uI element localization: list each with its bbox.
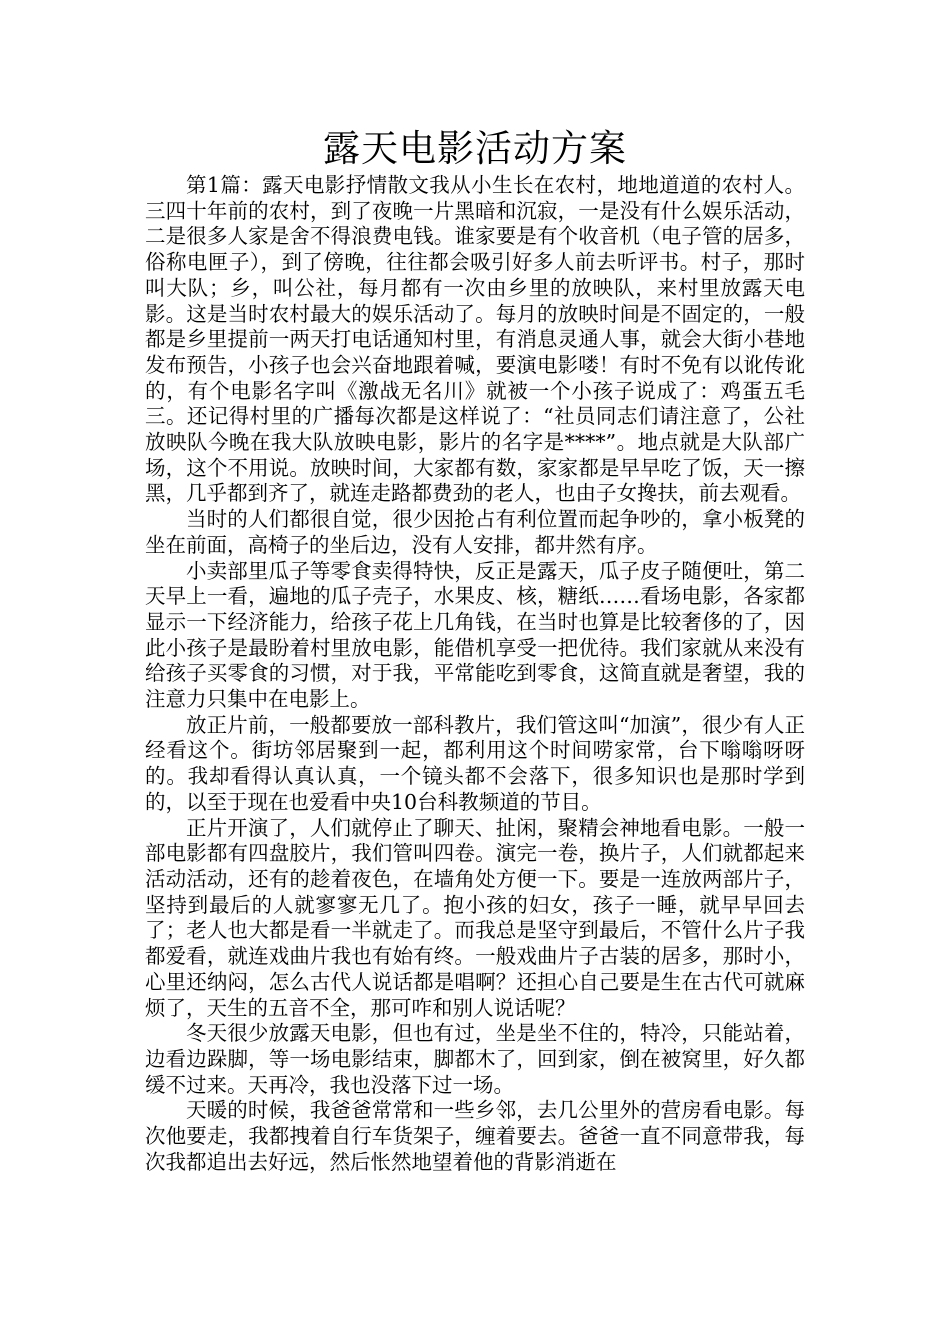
paragraph: 当时的人们都很自觉，很少因抢占有利位置而起争吵的，拿小板凳的坐在前面，高椅子的坐后边，没有人安排，都井然有序。 [145, 507, 805, 557]
paragraph: 小卖部里瓜子等零食卖得特快，反正是露天，瓜子皮子随便吐，第二天早上一看，遍地的瓜子壳子，水果皮、核，糖纸……看场电影，各家都显示一下经济能力，给孩子花上几角钱，在当时也算是比较奢侈的了，因此小孩子是最盼着村里放电影，能借机享受一把优待。我们家就从来没有给孩子买零食的习惯，对于我，平常能吃到零食，这简直就是奢望，我的注意力只集中在电影上。 [145, 558, 805, 712]
paragraph: 冬天很少放露天电影，但也有过，坐是坐不住的，特冷，只能站着，边看边跺脚，等一场电影结束，脚都木了，回到家，倒在被窝里，好久都缓不过来。天再冷，我也没落下过一场。 [145, 1021, 805, 1097]
document-body [145, 173, 805, 1175]
paragraph: 第1篇：露天电影抒情散文我从小生长在农村，地地道道的农村人。三四十年前的农村，到了夜晚一片黑暗和沉寂，一是没有什么娱乐活动，二是很多人家是舍不得浪费电钱。谁家要是有个收音机（电子管的居多，俗称电匣子），到了傍晚，往往都会吸引好多人前去听评书。村子，那时叫大队；乡，叫公社，每月都有一次由乡里的放映队，来村里放露天电影。这是当时农村最大的娱乐活动了。每月的放映时间是不固定的，一般都是乡里提前一两天打电话通知村里，有消息灵通人事，就会大街小巷地发布预告，小孩子也会兴奋地跟着喊，要演电影喽！有时不免有以讹传讹的，有个电影名字叫《激战无名川》就被一个小孩子说成了：鸡蛋五毛三。还记得村里的广播每次都是这样说了：“社员同志们请注意了，公社放映队今晚在我大队放映电影，影片的名字是****”。地点就是大队部广场，这个不用说。放映时间，大家都有数，家家都是早早吃了饭，天一擦黑，几乎都到齐了，就连走路都费劲的老人，也由子女搀扶，前去观看。 [145, 173, 805, 506]
paragraph: 天暖的时候，我爸爸常常和一些乡邻，去几公里外的营房看电影。每次他要走，我都拽着自行车货架子，缠着要去。爸爸一直不同意带我，每次我都追出去好远，然后怅然地望着他的背影消逝在 [145, 1098, 805, 1174]
paragraph: 放正片前，一般都要放一部科教片，我们管这叫“加演”，很少有人正经看这个。街坊邻居聚到一起，都利用这个时间唠家常，台下嗡嗡呀呀的。我却看得认真认真，一个镜头都不会落下，很多知识也是那时学到的，以至于现在也爱看中央10台科教频道的节目。 [145, 712, 805, 814]
paragraph: 正片开演了，人们就停止了聊天、扯闲，聚精会神地看电影。一般一部电影都有四盘胶片，我们管叫四卷。演完一卷，换片子，人们就都起来活动活动，还有的趁着夜色，在墙角处方便一下。要是一连放两部片子，坚持到最后的人就寥寥无几了。抱小孩的妇女，孩子一睡，就早早回去了；老人也大都是看一半就走了。而我总是坚守到最后，不管什么片子我都爱看，就连戏曲片我也有始有终。一般戏曲片子古装的居多，那时小，心里还纳闷，怎么古代人说话都是唱啊？还担心自己要是生在古代可就麻烦了，天生的五音不全，那可咋和别人说话呢？ [145, 815, 805, 1020]
document-title: 露天电影活动方案 [323, 127, 627, 170]
